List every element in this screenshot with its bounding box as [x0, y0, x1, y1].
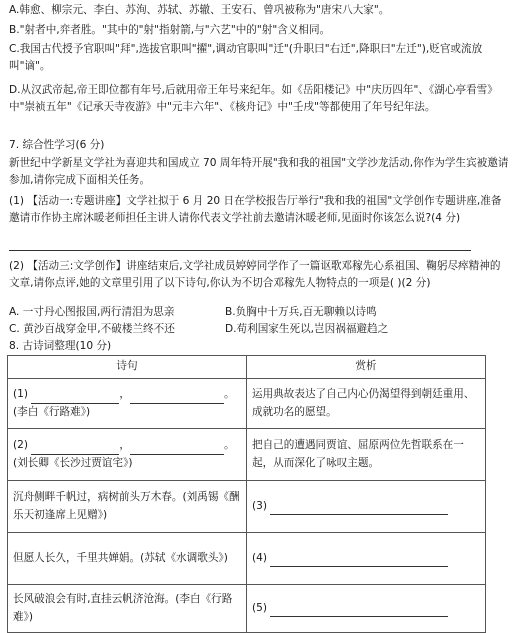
poem-cell: (2) ， 。 (刘长卿《长沙过贾谊宅》) — [8, 429, 247, 481]
row-number: (5) — [252, 601, 268, 614]
option-b: B."射者中,弈者胜。"其中的"射"指射箭,与"六艺"中的"射"含义相同。 — [9, 24, 331, 36]
table-row — [8, 379, 486, 429]
header-appreciation: 赏析 — [247, 356, 486, 379]
appreciation-blank[interactable] — [270, 502, 448, 515]
q7-sub1: (1) 【活动一:专题讲座】文学社拟于 6 月 20 日在学校报告厅举行"我和我的祖国"文学创作专题讲座,准备邀请市作协主席沐暖老师担任主讲人请你代表文学社前去邀请沐暖老师,见面时你该怎么说?(4 分) — [9, 195, 502, 225]
appreciation-blank[interactable] — [270, 554, 448, 567]
table-header-row — [8, 356, 486, 379]
appreciation-cell — [247, 585, 486, 633]
appreciation-cell — [247, 481, 486, 533]
poem-table — [7, 355, 486, 633]
option-d: D.从汉武帝起,帝王即位都有年号,后就用帝王年号来纪年。如《岳阳楼记》中"庆历四年"、《湖心亭看雪》中"崇祯五年"《记承天寺夜游》中"元丰六年"、《核舟记》中"壬戌"等都使用了年号纪年法。 — [9, 84, 498, 114]
poem-blank[interactable] — [130, 442, 224, 455]
choice-d[interactable]: D.苟利国家生死以,岂因祸福避趋之 — [225, 323, 389, 336]
option-c: C.我国古代授予官职叫"拜",选拔官职叫"擢",调动官职叫"迁"(升职曰"右迁",降职曰"左迁"),贬官或流放叫"谪"。 — [9, 43, 483, 73]
poem-blank[interactable] — [31, 391, 119, 404]
option-a: A.韩愈、柳宗元、李白、苏洵、苏轼、苏辙、王安石、曾巩被称为"唐宋八大家"。 — [9, 4, 390, 16]
table-row — [8, 429, 486, 481]
appreciation-cell: 运用典故表达了自己内心仍渴望得到朝廷重用、成就功名的愿望。 — [247, 379, 486, 429]
appreciation-blank[interactable] — [270, 604, 448, 617]
poem-source: (李白《行路难》) — [13, 405, 91, 418]
poem-cell: 但愿人长久，千里共婵娟。(苏轼《水调歌头》) — [8, 533, 247, 585]
table-row — [8, 481, 486, 533]
answer-line[interactable] — [9, 250, 471, 251]
header-poem: 诗句 — [8, 356, 247, 379]
appreciation-cell: 把自己的遭遇同贾谊、屈原两位先哲联系在一起，从而深化了咏叹主题。 — [247, 429, 486, 481]
q7-sub2: (2) 【活动三:文学创作】讲座结束后,文学社成员婷婷同学作了一篇讴歌邓稼先心系祖国、鞠躬尽瘁精神的文章,请你点评,她的文章里引用了以下诗句,你认为不切合邓稼先人物特点的一项是( )(2 分) — [9, 260, 501, 290]
row-number: (1) — [13, 388, 29, 401]
q7-intro: 新世纪中学新星文学社为喜迎共和国成立 70 周年特开展"我和我的祖国"文学沙龙活动,你作为学生宾被邀请参加,请你完成下面相关任务。 — [9, 157, 509, 187]
poem-source: (刘长卿《长沙过贾谊宅》) — [13, 456, 133, 469]
table-row — [8, 585, 486, 633]
poem-cell: 长风破浪会有时,直挂云帆济沧海。(李白《行路难》) — [8, 585, 247, 633]
choice-a[interactable]: A. 一寸丹心图报国,两行清泪为思亲 — [9, 306, 175, 318]
q7-choices — [9, 304, 509, 338]
choice-c[interactable]: C. 黄沙百战穿金甲,不破楼兰终不还 — [9, 323, 175, 336]
q7-title: 7. 综合性学习(6 分) — [9, 139, 105, 151]
choice-b[interactable]: B.负胸中十万兵,百无聊赖以诗鸣 — [225, 306, 377, 318]
table-row — [8, 533, 486, 585]
appreciation-cell — [247, 533, 486, 585]
poem-blank[interactable] — [31, 442, 119, 455]
row-number: (2) — [13, 439, 29, 452]
poem-cell: (1) ， 。 (李白《行路难》) — [8, 379, 247, 429]
q8-title: 8. 古诗词整理(10 分) — [9, 340, 112, 352]
poem-cell: 沉舟侧畔千帆过，病树前头万木春。(刘禹锡《酬乐天初逢席上见赠》) — [8, 481, 247, 533]
row-number: (3) — [252, 499, 268, 512]
poem-blank[interactable] — [130, 391, 224, 404]
row-number: (4) — [252, 551, 268, 564]
